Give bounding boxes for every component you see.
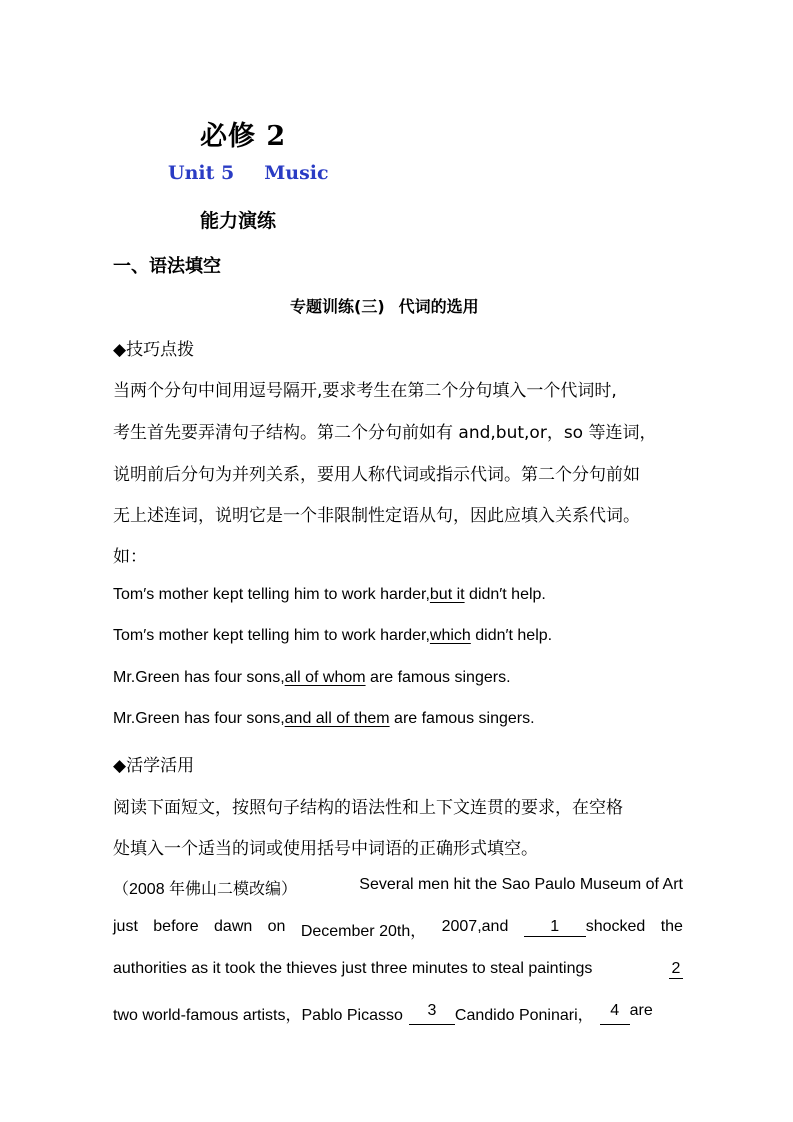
example-text: didn′t help. [464, 586, 546, 603]
unit-heading [168, 162, 329, 184]
passage-word: shocked [585, 918, 646, 935]
unit-label: Unit 5 [168, 162, 235, 184]
passage-line [113, 918, 683, 941]
book-title: 必修 2 [200, 121, 287, 152]
passage-word: just [113, 918, 138, 935]
example-sentence [113, 627, 552, 645]
example-text: Mr.Green has four sons, [113, 710, 285, 727]
practice-heading: ◆活学活用 [113, 756, 195, 776]
passage-word: the [660, 918, 683, 935]
passage-text: are [629, 1002, 653, 1019]
passage-word: dawn [214, 918, 253, 935]
example-text: Mr.Green has four sons, [113, 669, 285, 686]
example-underlined: all of whom [284, 669, 366, 686]
instruction-line: 阅读下面短文，按照句子结构的语法性和上下文连贯的要求，在空格 [113, 798, 623, 818]
example-underlined: and all of them [284, 710, 390, 727]
example-text: are famous singers. [365, 669, 511, 686]
example-text: Tom′s mother kept telling him to work harder, [113, 627, 430, 644]
passage-text: two world-famous artists，Pablo Picasso [113, 1007, 403, 1024]
tips-heading: ◆技巧点拨 [113, 340, 195, 360]
tips-line: 如： [113, 547, 147, 567]
passage-text: Candido Poninari， [454, 1007, 594, 1024]
passage-text: authorities as it took the thieves just three minutes to steal paintings [113, 960, 593, 977]
blank-4[interactable]: 4 [600, 1002, 630, 1025]
example-sentence [113, 710, 535, 728]
example-underlined: but it [429, 586, 465, 603]
passage-word: December 20th， [300, 923, 427, 940]
section-title: 能力演练 [200, 210, 277, 232]
passage-text: Several men hit the Sao Paulo Museum of Art [359, 876, 683, 893]
passage-line [113, 876, 683, 899]
passage-word: on [267, 918, 286, 935]
tips-line: 无上述连词，说明它是一个非限制性定语从句，因此应填入关系代词。 [113, 506, 640, 526]
unit-name: Music [264, 162, 329, 184]
part-title: 一、语法填空 [113, 256, 221, 277]
topic-title [290, 294, 479, 317]
example-text: didn′t help. [470, 627, 553, 644]
passage-source: （2008 年佛山二模改编） [113, 881, 298, 898]
instruction-line: 处填入一个适当的词或使用括号中词语的正确形式填空。 [113, 839, 538, 859]
example-sentence [113, 586, 546, 604]
passage-line [113, 960, 683, 979]
example-sentence [113, 669, 511, 687]
topic-subtitle: 代词的选用 [398, 297, 479, 316]
tips-line: 考生首先要弄清句子结构。第二个分句前如有 and,but,or，so 等连词， [113, 423, 657, 443]
tips-line: 当两个分句中间用逗号隔开,要求考生在第二个分句填入一个代词时, [113, 381, 617, 401]
passage-word: 2007,and [441, 918, 509, 935]
example-underlined: which [429, 627, 471, 644]
example-text: are famous singers. [389, 710, 535, 727]
blank-1[interactable]: 1 [524, 918, 586, 937]
topic-main: 专题训练(三) [290, 297, 385, 316]
passage-line [113, 1002, 683, 1025]
blank-3[interactable]: 3 [409, 1002, 455, 1025]
blank-2[interactable]: 2 [669, 960, 683, 979]
passage-word: before [153, 918, 199, 935]
tips-line: 说明前后分句为并列关系，要用人称代词或指示代词。第二个分句前如 [113, 465, 640, 485]
example-text: Tom′s mother kept telling him to work harder, [113, 586, 430, 603]
